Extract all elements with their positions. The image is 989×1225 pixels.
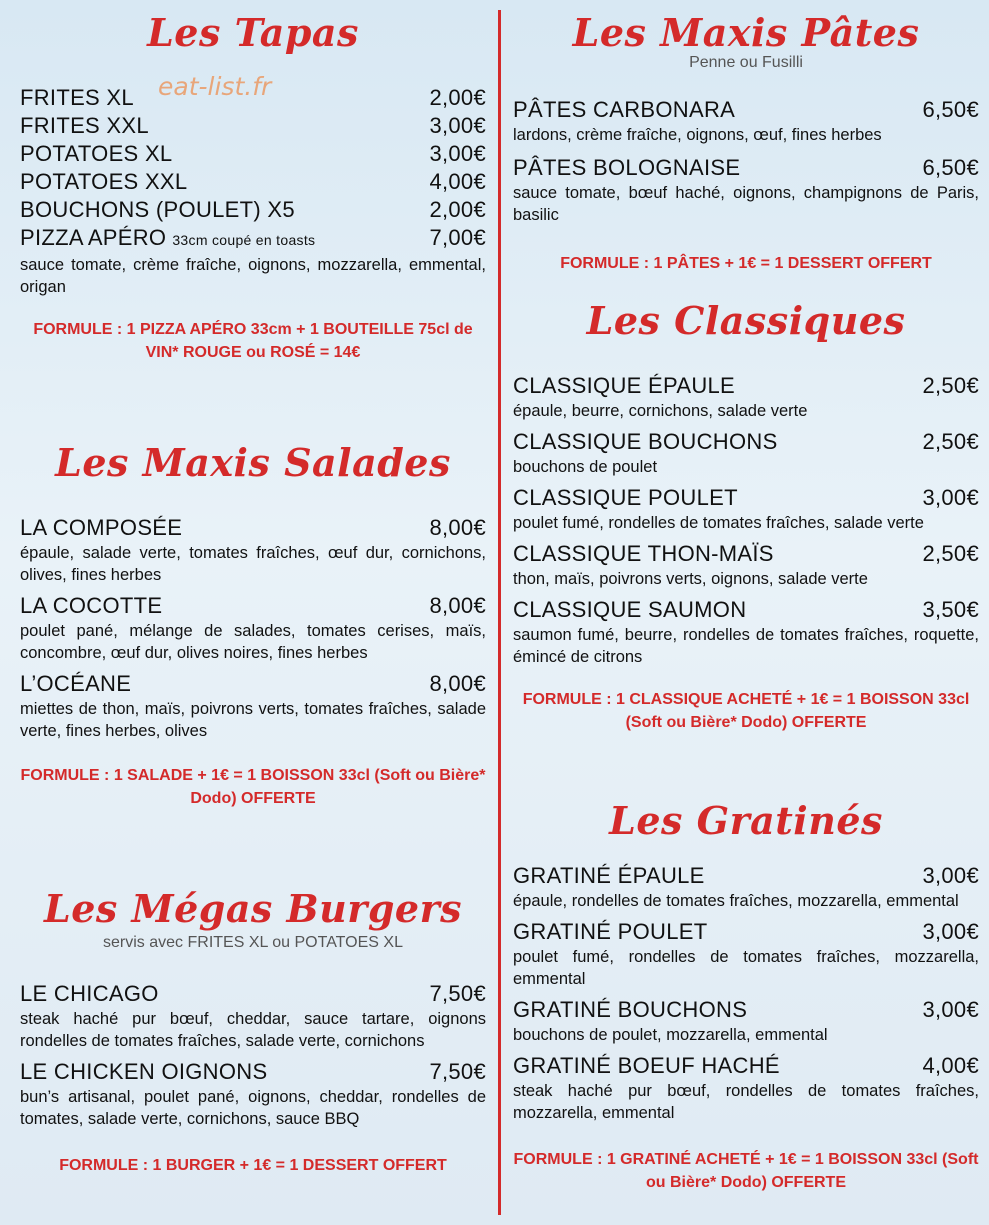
item-name: GRATINÉ ÉPAULE [513,863,705,888]
item-description: steak haché pur bœuf, rondelles de tomates fraîches, mozzarella, emmental [513,1082,979,1122]
item-name: LA COCOTTE [20,593,163,618]
item-name: LE CHICKEN OIGNONS [20,1059,268,1084]
item-price: 7,00€ [429,225,486,250]
section-title: Les Gratinés [609,798,883,843]
formule-offer: FORMULE : 1 CLASSIQUE ACHETÉ + 1€ = 1 BOISSON 33cl (Soft ou Bière* Dodo) OFFERTE [522,691,970,731]
item-description: sauce tomate, bœuf haché, oignons, champignons de Paris, basilic [513,184,979,224]
item-name: POTATOES XL [20,141,173,166]
section-salades [20,440,486,810]
item-price: 6,50€ [922,155,979,180]
formule-offer: FORMULE : 1 BURGER + 1€ = 1 DESSERT OFFERT [59,1157,447,1174]
formule-offer: FORMULE : 1 SALADE + 1€ = 1 BOISSON 33cl (Soft ou Bière* Dodo) OFFERTE [20,767,486,807]
item-price: 2,00€ [429,197,486,222]
item-price: 3,00€ [429,141,486,166]
item-price: 8,00€ [429,671,486,696]
menu-item [20,140,486,168]
menu-item [513,918,979,990]
menu-item [20,592,486,664]
section-title: Les Mégas Burgers [43,886,462,931]
menu-item [513,372,979,422]
item-name: PÂTES BOLOGNAISE [513,155,741,180]
item-name: GRATINÉ BOUCHONS [513,997,748,1022]
menu-item [20,112,486,140]
item-description: thon, maïs, poivrons verts, oignons, salade verte [513,570,868,588]
menu-item [513,428,979,478]
item-name: POTATOES XXL [20,169,188,194]
section-subtitle: servis avec FRITES XL ou POTATOES XL [103,934,403,951]
item-price: 7,50€ [429,981,486,1006]
menu-item [20,84,486,112]
menu-item [513,862,979,912]
item-price: 3,50€ [922,597,979,622]
item-description: épaule, beurre, cornichons, salade verte [513,402,808,420]
item-description: épaule, salade verte, tomates fraîches, œuf dur, cornichons, olives, fines herbes [20,544,486,584]
section-classiques [513,298,979,734]
menu-item [513,484,979,534]
item-description: bun’s artisanal, poulet pané, oignons, cheddar, rondelles de tomates, salade verte, cornichons, sauce BBQ [20,1088,486,1128]
item-price: 3,00€ [429,113,486,138]
menu-item [20,1058,486,1130]
item-description: bouchons de poulet [513,458,658,476]
item-price: 3,00€ [922,997,979,1022]
item-description: miettes de thon, maïs, poivrons verts, tomates fraîches, salade verte, fines herbes, olives [20,700,486,740]
item-name: CLASSIQUE POULET [513,485,738,510]
section-title: Les Maxis Salades [55,440,451,485]
formule-offer: FORMULE : 1 GRATINÉ ACHETÉ + 1€ = 1 BOISSON 33cl (Soft ou Bière* Dodo) OFFERTE [513,1151,979,1191]
formule-offer: FORMULE : 1 PIZZA APÉRO 33cm + 1 BOUTEILLE 75cl de VIN* ROUGE ou ROSÉ = 14€ [33,321,473,361]
item-name: PÂTES CARBONARA [513,97,736,122]
section-title: Les Maxis Pâtes [572,10,920,55]
item-price: 3,00€ [922,485,979,510]
item-price: 8,00€ [429,593,486,618]
item-description: épaule, rondelles de tomates fraîches, mozzarella, emmental [513,892,959,910]
section-tapas [20,10,486,364]
section-title: Les Classiques [586,298,906,343]
item-price: 8,00€ [429,515,486,540]
item-name: CLASSIQUE ÉPAULE [513,373,736,398]
column-divider [498,10,501,1215]
item-description: saumon fumé, beurre, rondelles de tomates fraîches, roquette, émincé de citrons [513,626,979,666]
formule-offer: FORMULE : 1 PÂTES + 1€ = 1 DESSERT OFFERT [560,255,932,272]
menu-item [513,596,979,668]
item-name: GRATINÉ POULET [513,919,708,944]
item-name: LA COMPOSÉE [20,515,183,540]
item-name: PIZZA APÉRO [20,225,167,250]
item-price: 6,50€ [922,97,979,122]
item-name: BOUCHONS (POULET) X5 [20,197,295,222]
item-name: LE CHICAGO [20,981,159,1006]
item-name: L’OCÉANE [20,671,132,696]
menu-item [20,168,486,196]
watermark: eat-list.fr [158,72,272,101]
item-name: FRITES XL [20,85,134,110]
item-name: CLASSIQUE THON-MAÏS [513,541,774,566]
item-description: steak haché pur bœuf, cheddar, sauce tartare, oignons rondelles de tomates fraîches, salade verte, cornichons [20,1010,486,1050]
item-price: 4,00€ [922,1053,979,1078]
item-price: 4,00€ [429,169,486,194]
item-price: 2,00€ [429,85,486,110]
item-price: 2,50€ [922,429,979,454]
menu-item [20,514,486,586]
menu-item [513,96,979,146]
menu-item [20,196,486,224]
menu-item [513,1052,979,1124]
menu-item [20,980,486,1052]
section-pates [513,10,979,275]
item-price: 2,50€ [922,373,979,398]
section-title: Les Tapas [147,10,359,55]
section-subtitle: Penne ou Fusilli [689,54,803,71]
item-name: FRITES XXL [20,113,149,138]
item-description: bouchons de poulet, mozzarella, emmental [513,1026,828,1044]
item-price: 7,50€ [429,1059,486,1084]
item-name: GRATINÉ BOEUF HACHÉ [513,1053,780,1078]
section-gratines [513,798,979,1194]
item-price: 3,00€ [922,863,979,888]
item-price: 3,00€ [922,919,979,944]
menu-item [20,224,486,298]
menu-item [20,670,486,742]
item-description: lardons, crème fraîche, oignons, œuf, fines herbes [513,126,882,144]
item-description: poulet pané, mélange de salades, tomates cerises, maïs, concombre, œuf dur, olives noires, fines herbes [20,622,486,662]
menu-item [513,540,979,590]
item-description: poulet fumé, rondelles de tomates fraîches, mozzarella, emmental [513,948,979,988]
item-description: sauce tomate, crème fraîche, oignons, mozzarella, emmental, origan [20,256,486,296]
item-note: 33cm coupé en toasts [172,232,316,248]
item-name: CLASSIQUE SAUMON [513,597,747,622]
section-burgers [20,886,486,1177]
item-name: CLASSIQUE BOUCHONS [513,429,778,454]
menu-item [513,996,979,1046]
item-price: 2,50€ [922,541,979,566]
item-description: poulet fumé, rondelles de tomates fraîches, salade verte [513,514,924,532]
menu-item [513,154,979,226]
